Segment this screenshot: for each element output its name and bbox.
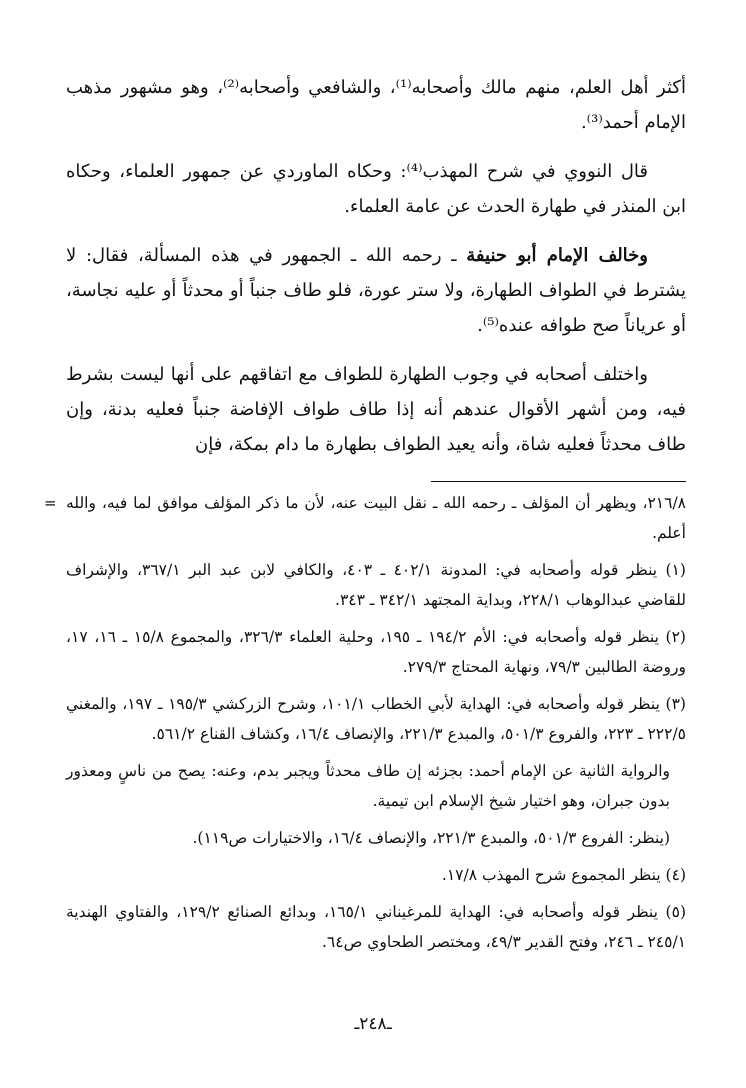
paragraph-2: قال النووي في شرح المهذب⁽⁴⁾: وحكاه الماوردي عن جمهور العلماء، وحكاه ابن المنذر في طهارة الحدث عن عامة العلماء. [66, 161, 686, 217]
footnotes [44, 488, 686, 957]
paragraph-4: واختلف أصحابه في وجوب الطهارة للطواف مع اتفاقهم على أنها ليست بشرط فيه، ومن أشهر الأقوال عندهم أنه إذا طاف طواف الإفاضة جنباً فعليه بدنة، وإن طاف محدثاً فعليه شاة، وأنه يعيد الطواف بطهارة ما دام بمكة، فإن [66, 364, 686, 455]
footnote-5: (٥) ينظر قوله وأصحابه في: الهداية للمرغيناني ١٦٥/١، وبدائع الصنائع ١٢٩/٢، والفتاوي الهندية ٢٤٥/١ ـ ٢٤٦، وفتح القدير ٤٩/٣، ومختصر الطحاوي ص٦٤. [66, 903, 686, 951]
paragraph-1: أكثر أهل العلم، منهم مالك وأصحابه⁽¹⁾، والشافعي وأصحابه⁽²⁾، وهو مشهور مذهب الإمام أحمد⁽³⁾. [66, 77, 686, 133]
footnote-3-refs: (ينظر: الفروع ٥٠١/٣، والمبدع ٢٢١/٣، والإنصاف ١٦/٤، والاختيارات ص١١٩). [192, 829, 670, 847]
footnote-2: (٢) ينظر قوله وأصحابه في: الأم ١٩٤/٢ ـ ١٩٥، وحلية العلماء ٣٢٦/٣، والمجموع ١٥/٨ ـ ١٦، ١٧، وروضة الطالبين ٧٩/٣، ونهاية المحتاج ٢٧٩/٣. [66, 628, 686, 676]
main-text-block [44, 70, 686, 964]
page-number: ـ٢٤٨ـ [354, 1014, 392, 1034]
footnote-4: (٤) ينظر المجموع شرح المهذب ١٧/٨. [441, 866, 686, 884]
continuation-mark: = [44, 494, 57, 512]
footnote-3-note: والرواية الثانية عن الإمام أحمد: بجزئه إن طاف محدثاً ويجبر بدم، وعنه: يصح من ناسٍ ومعذور بدون جبران، وهو اختيار شيخ الإسلام ابن تيمية. [66, 762, 670, 810]
footnote-carryover [44, 488, 686, 548]
paragraph-3 [66, 238, 686, 343]
separator-line [431, 481, 686, 482]
paragraph-3-text: ـ رحمه الله ـ الجمهور في هذه المسألة، فقال: لا يشترط في الطواف الطهارة، ولا ستر عورة، فلو طاف جنباً أو محدثاً أو عليه نجاسة، أو عرياناً صح طوافه عنده⁽⁵⁾. [66, 245, 686, 336]
footnote-separator [66, 476, 686, 486]
paragraph-3-lead: وخالف الإمام أبو حنيفة [466, 245, 648, 266]
footnote-3: (٣) ينظر قوله وأصحابه في: الهداية لأبي الخطاب ١٠١/١، وشرح الزركشي ١٩٥/٣ ـ ١٩٧، والمغني ٢٢٢/٥ ـ ٢٢٣، والفروع ٥٠١/٣، والمبدع ٢٢١/٣، والإنصاف ١٦/٤، وكشاف القناع ٥٦١/٢. [66, 695, 686, 743]
footnote-carryover-text: ٢١٦/٨، ويظهر أن المؤلف ـ رحمه الله ـ نقل البيت عنه، لأن ما ذكر المؤلف موافق لما فيه، والله أعلم. [66, 494, 686, 542]
footnote-1: (١) ينظر قوله وأصحابه في: المدونة ٤٠٢/١ ـ ٤٠٣، والكافي لابن عبد البر ٣٦٧/١، والإشراف للقاضي عبدالوهاب ٢٢٨/١، وبداية المجتهد ٣٤٢/١ ـ ٣٤٣. [66, 561, 686, 609]
